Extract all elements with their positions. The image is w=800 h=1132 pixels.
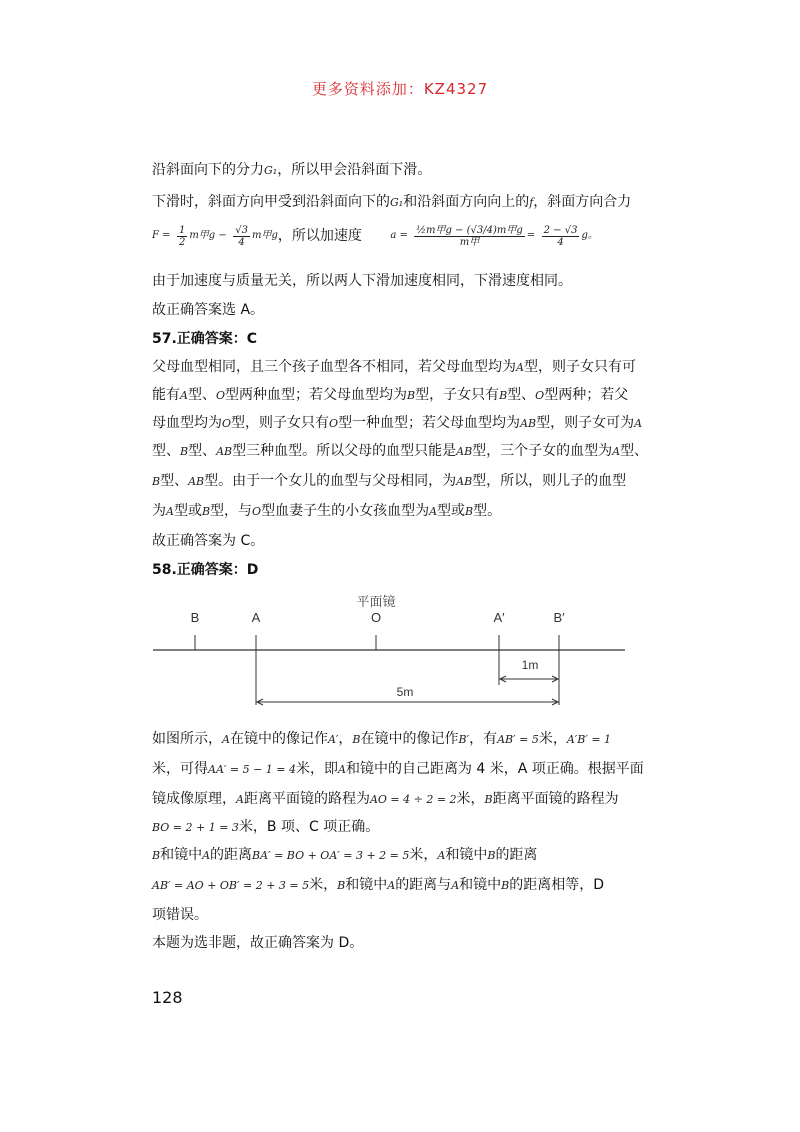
point-label-b: B [190,610,200,625]
paragraph-line [152,876,604,895]
math: O [252,505,262,518]
text: 和沿斜面方向向上的 [403,194,530,210]
math: m甲g [251,230,278,241]
text: 型、 [507,387,536,403]
text: 型、 [188,443,217,459]
math: B [180,445,189,458]
paragraph-line: 本题为选非题，故正确答案为 D。 [152,935,364,951]
paragraph-line [152,730,611,749]
text: 型、 [152,443,180,459]
math: A [516,361,524,374]
math: AB [456,445,473,458]
paragraph-line [152,790,619,809]
text: 下滑时，斜面方向甲受到沿斜面向下的 [152,194,390,210]
text: 距离平面镜的路程为 [492,791,619,807]
fraction [177,225,187,248]
text: 的距离与 [395,877,452,893]
math: B′ [458,733,470,746]
paragraph-line [152,386,628,405]
paragraph-line: 故正确答案为 C。 [152,533,265,549]
paragraph-line [152,442,648,461]
math: B [152,849,161,862]
paragraph-line [152,846,537,865]
text: 型、 [160,473,189,489]
math: AA′ = 5 − 1 = 4 [208,763,297,776]
page-number: 128 [152,988,183,1007]
numerator: 1 [178,224,186,236]
text: 为 [152,503,166,519]
math: BO = 2 + 1 = 3 [152,821,239,834]
numerator: ½m甲g − (√3/4)m甲g [416,224,523,236]
math: B [501,879,510,892]
text: 型，与 [210,503,253,519]
denominator: m甲 [459,236,480,248]
paragraph-line: 项错误。 [152,907,208,923]
text: 型、 [620,443,649,459]
math: AB [216,445,233,458]
numerator: √3 [235,224,248,236]
math: A [437,849,446,862]
point-label-a: A [251,610,261,625]
math: A [451,879,460,892]
math: O [535,389,545,402]
text: 型、 [187,387,216,403]
text: 型血妻子生的小女孩血型为 [261,503,430,519]
text: ， [338,731,353,747]
paragraph-line: 故正确答案选 A。 [152,302,265,318]
text: 型，子女只有 [415,387,500,403]
math: B [484,793,493,806]
math: A [338,763,346,776]
math: a = [390,230,408,241]
mirror-diagram [0,585,800,715]
math: BA′ = BO + OA′ = 3 + 2 = 5 [252,849,410,862]
paragraph-line [152,161,431,180]
paragraph-line [152,414,642,433]
text: ，斜面方向合力 [533,194,632,210]
math: A [634,417,643,430]
math: AB [520,417,537,430]
point-label-o: O [370,610,382,625]
text: 型。 [473,503,502,519]
text: 沿斜面向下的分力 [152,162,264,178]
text: 型。由于一个女儿的血型与父母相同，为 [204,473,457,489]
math: g。 [581,230,598,241]
text: 能有 [152,387,180,403]
text: 型，则子女只有 [231,415,330,431]
math: A [222,733,230,746]
text: 米， [538,731,567,747]
paragraph-line: 由于加速度与质量无关，所以两人下滑加速度相同，下滑速度相同。 [152,273,572,289]
denominator: 4 [557,236,564,248]
text: 米， [456,791,485,807]
paragraph-line [152,193,631,212]
text: 和镜中的自己距离为 4 米，A 项正确。根据平面 [345,761,644,777]
fraction [414,225,524,248]
text: ，所以加速度 [277,228,362,244]
math: G₁ [390,196,404,209]
math: A′ [327,733,339,746]
point-label-b-prime: B′ [553,610,565,625]
answer-heading-58: 58.正确答案：D [152,562,259,578]
text: 在镜中的像记作 [360,731,459,747]
math: A [236,793,244,806]
math: G₁ [264,164,278,177]
denominator: 4 [238,236,245,248]
text: 的距离 [210,847,253,863]
math: AB [188,475,205,488]
fraction [233,225,250,248]
math: B [499,389,508,402]
math: A [166,505,174,518]
point-label-a-prime: A′ [493,610,505,625]
dimension-label-small: 1m [521,658,539,672]
text: 父母血型相同，且三个孩子血型各不相同，若父母血型均为 [152,359,516,375]
math: B [352,733,361,746]
text: 米，即 [296,761,339,777]
math: B [487,849,496,862]
denominator: 2 [178,236,186,248]
text: 型两种；若父 [544,387,629,403]
watermark-header: 更多资料添加：KZ4327 [311,80,489,98]
dimension-label-big: 5m [396,685,414,699]
text: ，所以甲会沿斜面下滑。 [277,162,432,178]
text: 如图所示， [152,731,222,747]
math: A [387,879,396,892]
fraction [542,225,580,248]
text: 距离平面镜的路程为 [243,791,370,807]
text: 米，B 项、C 项正确。 [238,819,380,835]
text: 米， [409,847,438,863]
formula-line [152,222,598,250]
math: AB [456,475,473,488]
math: A [202,849,211,862]
math: m甲g − [189,230,227,241]
text: 型或 [173,503,202,519]
math: A [180,389,188,402]
text: ，有 [469,731,498,747]
text: 型，所以，则儿子的血型 [472,473,627,489]
answer-heading-57: 57.正确答案：C [152,331,258,347]
text: 型，则子女可为 [536,415,635,431]
mirror-label: 平面镜 [356,594,396,609]
math: AO = 4 ÷ 2 = 2 [369,793,457,806]
math: B [465,505,474,518]
text: 米，可得 [152,761,208,777]
text: 在镜中的像记作 [229,731,328,747]
math: O [329,417,339,430]
math: A [429,505,438,518]
text: 型三种血型。所以父母的血型只能是 [232,443,457,459]
math: O [215,389,225,402]
math: A′B′ = 1 [566,733,612,746]
text: 和镜中 [160,847,203,863]
text: 母血型均为 [152,415,222,431]
text: 和镜中 [345,877,388,893]
text: 镜成像原理， [152,791,236,807]
math: f [529,196,534,209]
paragraph-line [152,358,636,377]
paragraph-line [152,472,626,491]
text: 米， [309,877,338,893]
math: = [526,230,536,241]
math: A [612,445,621,458]
math: B [337,879,346,892]
paragraph-line [152,760,644,779]
text: 型一种血型；若父母血型均为 [338,415,521,431]
math: AB′ = 5 [497,733,539,746]
text: 型，则子女只有可 [523,359,636,375]
text: 型或 [437,503,466,519]
text: 的距离相等，D [509,877,605,893]
paragraph-line [152,502,501,521]
math: B [406,389,416,402]
text: 型两种血型；若父母血型均为 [224,387,407,403]
paragraph-line [152,818,379,837]
math: F = [152,230,171,241]
math: O [222,417,232,430]
math: B [152,475,161,488]
text: 型，三个子女的血型为 [472,443,613,459]
text: 的距离 [495,847,538,863]
text: 和镜中 [445,847,488,863]
math: B [201,505,211,518]
math: AB′ = AO + OB′ = 2 + 3 = 5 [152,879,310,892]
text: 和镜中 [459,877,502,893]
numerator: 2 − √3 [543,224,578,236]
